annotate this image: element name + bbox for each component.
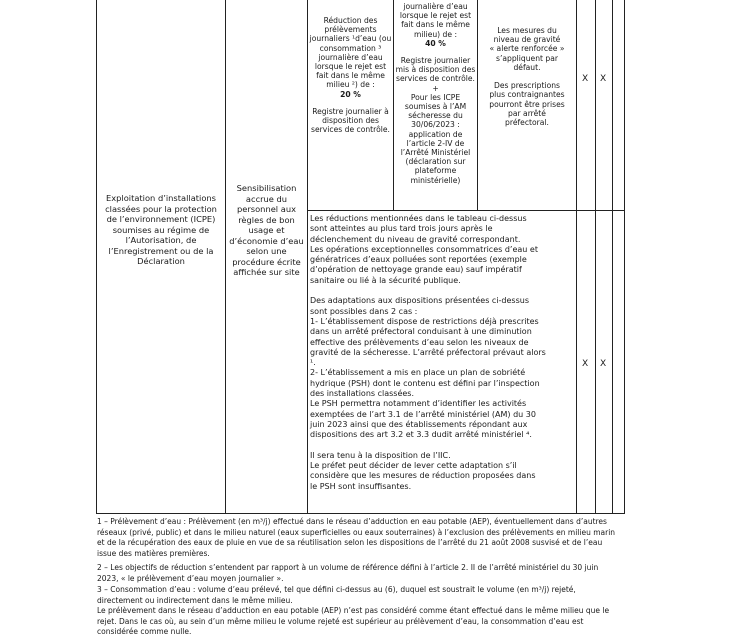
footnote-line: 2023, « le prélèvement d’eau moyen journalier ».: [97, 573, 284, 583]
alert-line: consommation ³: [319, 43, 382, 53]
reinforced-line: lorsque le rejet est: [399, 11, 472, 21]
column-divider-6: [595, 0, 596, 513]
crisis-line: « alerte renforcée »: [489, 44, 565, 54]
crisis-line: s’appliquent par: [496, 53, 558, 63]
crisis-line: défaut.: [513, 62, 541, 72]
adaptations-line: considère que les mesures de réduction proposées dans: [310, 471, 536, 481]
alert-line: services de contrôle.: [311, 125, 390, 135]
footnote-line: Le prélèvement dans le réseau d’adduction en eau potable (AEP) n’est pas considéré comme étant effectué dans le même milieu que le: [97, 606, 610, 615]
footnote-line: réseaux (privé, public) et dans le milieu naturel (eaux superficielles ou eaux souterraines) à l’exclusion des prélèvements en milieu marin: [97, 527, 616, 537]
adaptations-line: 1- L’établissement dispose de restrictions déjà prescrites: [310, 316, 539, 326]
reinforced-line: sécheresse du: [408, 111, 463, 121]
reinforced-line: Pour les ICPE: [410, 92, 461, 102]
x-mark-lower-right: X: [600, 359, 607, 369]
footnote-line: 3 – Consommation d’eau : volume d’eau prélevé, tel que défini ci-dessus au (6), duquel est soustrait le volume (en m³/j) rejeté,: [97, 585, 576, 594]
adaptations-line: le PSH sont insuffisantes.: [310, 481, 412, 491]
alert-line: disposition des: [322, 116, 379, 126]
measure-line: selon une: [246, 246, 287, 256]
footnote-line: considérée comme nulle.: [97, 627, 192, 636]
footnote-line: issue des matières premières.: [97, 548, 210, 558]
alert-line: fait dans le même: [316, 71, 385, 81]
alert-line: prélèvements: [324, 25, 377, 35]
adaptations-line: 2- L’établissement a mis en place un plan de sobriété: [310, 368, 526, 378]
reinforced-line: l’Arrêté Ministériel: [400, 148, 471, 158]
alert-line: journalière d’eau: [318, 52, 383, 62]
table-left-border: [96, 0, 97, 513]
adaptations-line: sont possibles dans 2 cas :: [310, 306, 418, 316]
reinforced-alert-cell: [395, 2, 476, 185]
reinforced-line: +: [432, 83, 439, 93]
activity-line: Exploitation d’installations: [105, 193, 216, 203]
table-bottom-border: [96, 513, 625, 514]
alert-line: lorsque le rejet est: [314, 62, 387, 72]
reinforced-line: fait dans le même: [401, 20, 470, 30]
footnote-line: et de la récupération des eaux de pluie en vue de sa réutilisation selon les dispositions de l’arrêté du 21 août 2008 susvisé et de l’eau: [97, 538, 603, 547]
adaptations-line: Les opérations exceptionnelles consommatrices d’eau et: [310, 244, 538, 254]
activity-line: soumises au régime de: [112, 224, 210, 235]
measure-line: règles de bon: [238, 214, 295, 225]
activity-line: classées pour la protection: [105, 203, 217, 214]
column-divider-3: [393, 0, 394, 210]
crisis-level-cell: [479, 26, 575, 127]
reinforced-line: (déclaration sur: [405, 157, 466, 167]
adaptations-line: déclenchement du niveau de gravité correspondant.: [310, 234, 521, 244]
adaptations-line: ¹.: [310, 358, 316, 368]
footnote-line: 2 – Les objectifs de réduction s’entendent par rapport à un volume de référence défini à l’article 2. II de l’arrêté ministériel du 30 juin: [97, 563, 599, 572]
activity-cell: [99, 193, 223, 267]
adaptations-line: des installations classées.: [310, 389, 415, 399]
activity-line: l’Autorisation, de: [125, 235, 197, 245]
adaptations-line: Les réductions mentionnées dans le tableau ci-dessus: [310, 214, 527, 223]
footnote-2: [97, 563, 622, 584]
column-divider-7: [612, 0, 613, 513]
crisis-line: Les mesures du: [497, 26, 557, 35]
adaptations-line: exemptées de l’art 3.1 de l’arrêté ministériel (AM) du 30: [310, 409, 536, 419]
x-mark-upper-left: X: [582, 74, 589, 84]
column-divider-1: [225, 0, 226, 513]
adaptations-line: génératrices d’eaux polluées sont reportées (exemple: [310, 255, 527, 265]
activity-line: l’Enregistrement ou de la: [108, 245, 214, 256]
measure-cell: [227, 183, 306, 278]
crisis-line: par arrêté: [508, 108, 546, 118]
crisis-line: Des prescriptions: [493, 81, 561, 91]
reinforced-line: mis à disposition des: [395, 65, 476, 75]
alert-level-cell: [309, 16, 392, 134]
measure-line: d’économie d’eau: [229, 235, 304, 246]
reinforced-line: Registre journalier: [400, 56, 471, 66]
activity-line: Déclaration: [137, 256, 185, 266]
footnote-line: rejet. Dans le cas où, au sein d’un même milieu le volume rejeté est supérieur au prélèvement d’eau, la consommation d’eau est: [97, 616, 584, 626]
column-divider-5: [576, 0, 577, 513]
alert-reduction-percent: 20 %: [340, 89, 361, 99]
reinforced-line: journalière d’eau: [403, 2, 468, 11]
adaptations-line: gravité de la sécheresse. L’arrêté préfectoral prévaut alors: [310, 347, 546, 357]
reinforced-reduction-percent: 40 %: [425, 38, 446, 48]
alert-line: journaliers ¹d’eau (ou: [309, 34, 392, 44]
footnote-3: [97, 585, 622, 638]
adaptations-line: Des adaptations aux dispositions présentées ci-dessus: [310, 296, 529, 306]
adaptations-line: effective des prélèvements d’eau selon les niveaux de: [310, 337, 529, 347]
adaptations-line: dispositions des art 3.2 et 3.3 dudit arrêté ministériel ⁴.: [310, 430, 532, 440]
measure-line: usage et: [248, 225, 285, 235]
measure-line: procédure écrite: [232, 256, 301, 267]
reinforced-line: ministérielle): [410, 175, 461, 185]
alert-line: milieu ²) de :: [326, 80, 375, 90]
adaptations-line: hydrique (PSH) dont le contenu est défini par l’inspection: [310, 378, 540, 388]
reinforced-line: l’article 2-IV de: [406, 138, 465, 148]
reinforced-line: plateforme: [414, 166, 457, 176]
adaptations-line: Il sera tenu à la disposition de l’IIC.: [310, 450, 451, 460]
adaptations-line: sanitaire ou lié à la sécurité publique.: [310, 275, 461, 285]
measure-line: personnel aux: [237, 204, 296, 214]
footnote-line: 1 – Prélèvement d’eau : Prélèvement (en m³/j) effectué dans le réseau d’adduction en eau potable (AEP), éventuellement dans d’autres: [97, 517, 607, 526]
activity-line: de l’environnement (ICPE): [106, 214, 216, 224]
adaptations-line: dans un arrêté préfectoral conduisant à une diminution: [310, 327, 532, 337]
adaptations-line: juin 2023 ainsi que des établissements répondant aux: [310, 419, 528, 429]
reinforced-line: milieu) de :: [413, 29, 458, 39]
column-divider-2: [307, 0, 308, 513]
table-right-border: [624, 0, 625, 513]
adaptations-line: d’opération de nettoyage grande eau) sauf impératif: [310, 265, 522, 275]
crisis-line: préfectoral.: [505, 118, 549, 128]
column-divider-4: [477, 0, 478, 210]
footnote-line: directement ou indirectement dans le même milieu.: [97, 595, 293, 605]
x-mark-upper-right: X: [600, 74, 607, 84]
reinforced-line: soumises à l’AM: [404, 102, 467, 112]
alert-line: Registre journalier à: [312, 106, 389, 116]
row-divider: [307, 210, 625, 211]
footnote-1: [97, 517, 622, 559]
measure-line: affichée sur site: [233, 267, 300, 277]
adaptations-line: sont atteintes au plus tard trois jours après le: [310, 224, 493, 234]
adaptations-line: Le PSH permettra notamment d’identifier les activités: [310, 399, 527, 409]
measure-line: Sensibilisation: [236, 183, 297, 193]
crisis-line: pourront être prises: [489, 99, 565, 109]
adaptations-text-cell: [310, 214, 574, 492]
crisis-line: plus contraignantes: [489, 90, 565, 100]
adaptations-line: Le préfet peut décider de lever cette adaptation s’il: [310, 461, 517, 471]
measure-line: accrue du: [245, 193, 288, 204]
reinforced-line: services de contrôle.: [396, 74, 475, 84]
x-mark-lower-left: X: [582, 359, 589, 369]
crisis-line: niveau de gravité: [493, 35, 561, 45]
reinforced-line: application de: [408, 129, 463, 139]
alert-line: Réduction des: [323, 16, 378, 25]
reinforced-line: 30/06/2023 :: [411, 120, 460, 130]
